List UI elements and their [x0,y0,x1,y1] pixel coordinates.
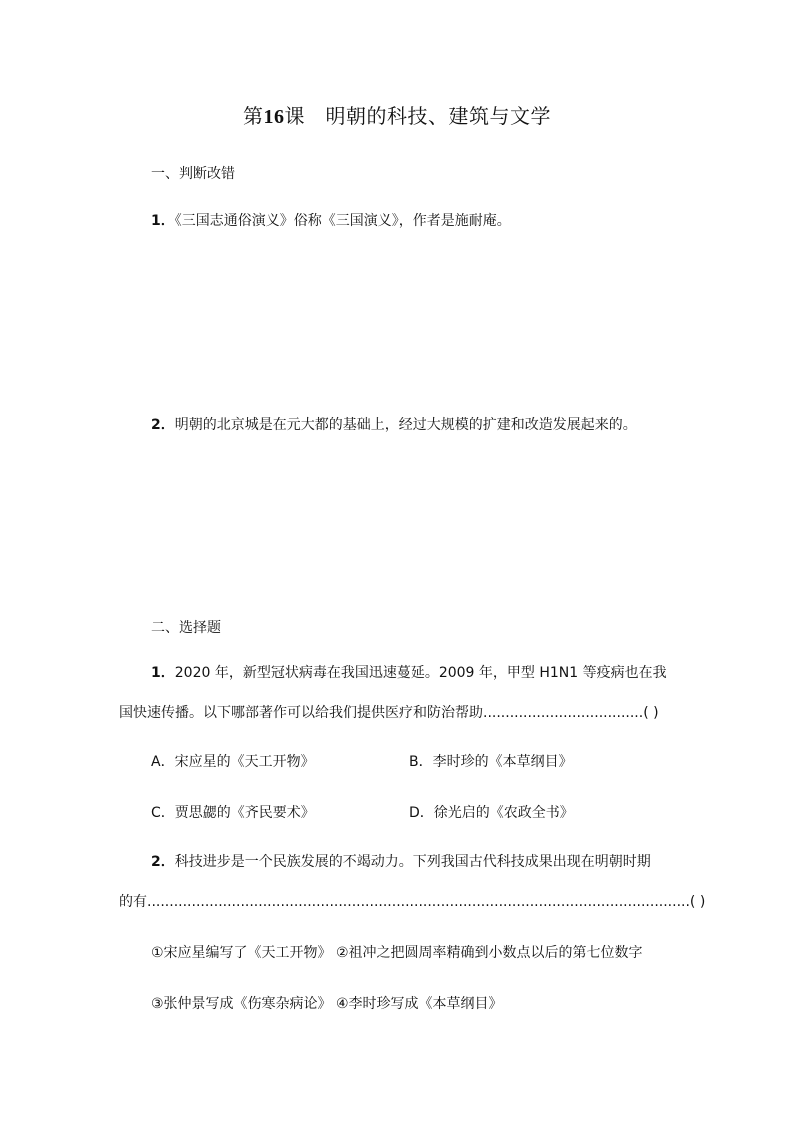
title-number: 16 [263,106,285,128]
choice-question-2-line1 [151,852,651,872]
question-number: 1． [151,213,175,229]
question-text: 明朝的北京城是在元大都的基础上，经过大规模的扩建和改造发展起来的。 [174,417,637,433]
choice-question-1-line2: 国快速传播。以下哪部著作可以给我们提供医疗和防治帮助....................................( ) [119,705,659,721]
choice-question-1-line1 [151,663,667,683]
option-a[interactable]: A．宋应星的《天工开物》 [151,754,315,770]
option-d[interactable]: D．徐光启的《农政全书》 [409,805,574,821]
section-heading-judgement: 一、判断改错 [151,166,235,182]
question-number: 2． [151,854,175,870]
question-text: 《三国志通俗演义》俗称《三国演义》，作者是施耐庵。 [174,213,511,229]
choice-items-3-4: ③张仲景写成《伤寒杂病论》 ④李时珍写成《本草纲目》 [151,996,503,1012]
question-number: 1． [151,665,175,681]
title-lesson: 第 [243,104,264,128]
judgement-question-2 [151,415,637,435]
option-b[interactable]: B．李时珍的《本草纲目》 [409,754,573,770]
choice-question-2-line2: 的有..........................................................................................................................( ) [119,894,706,910]
question-text: 科技进步是一个民族发展的不竭动力。下列我国古代科技成果出现在明朝时期 [174,854,651,870]
question-number: 2． [151,417,175,433]
judgement-question-1 [151,211,511,231]
choice-items-1-2: ①宋应星编写了《天工开物》 ②祖冲之把圆周率精确到小数点以后的第七位数字 [151,945,643,961]
page-title [0,100,794,129]
title-text: 课 明朝的科技、建筑与文学 [284,104,551,128]
option-c[interactable]: C．贾思勰的《齐民要术》 [151,805,315,821]
question-text: 2020 年，新型冠状病毒在我国迅速蔓延。2009 年，甲型 H1N1 等疫病也在我 [174,665,667,681]
section-heading-choice: 二、选择题 [151,620,221,636]
